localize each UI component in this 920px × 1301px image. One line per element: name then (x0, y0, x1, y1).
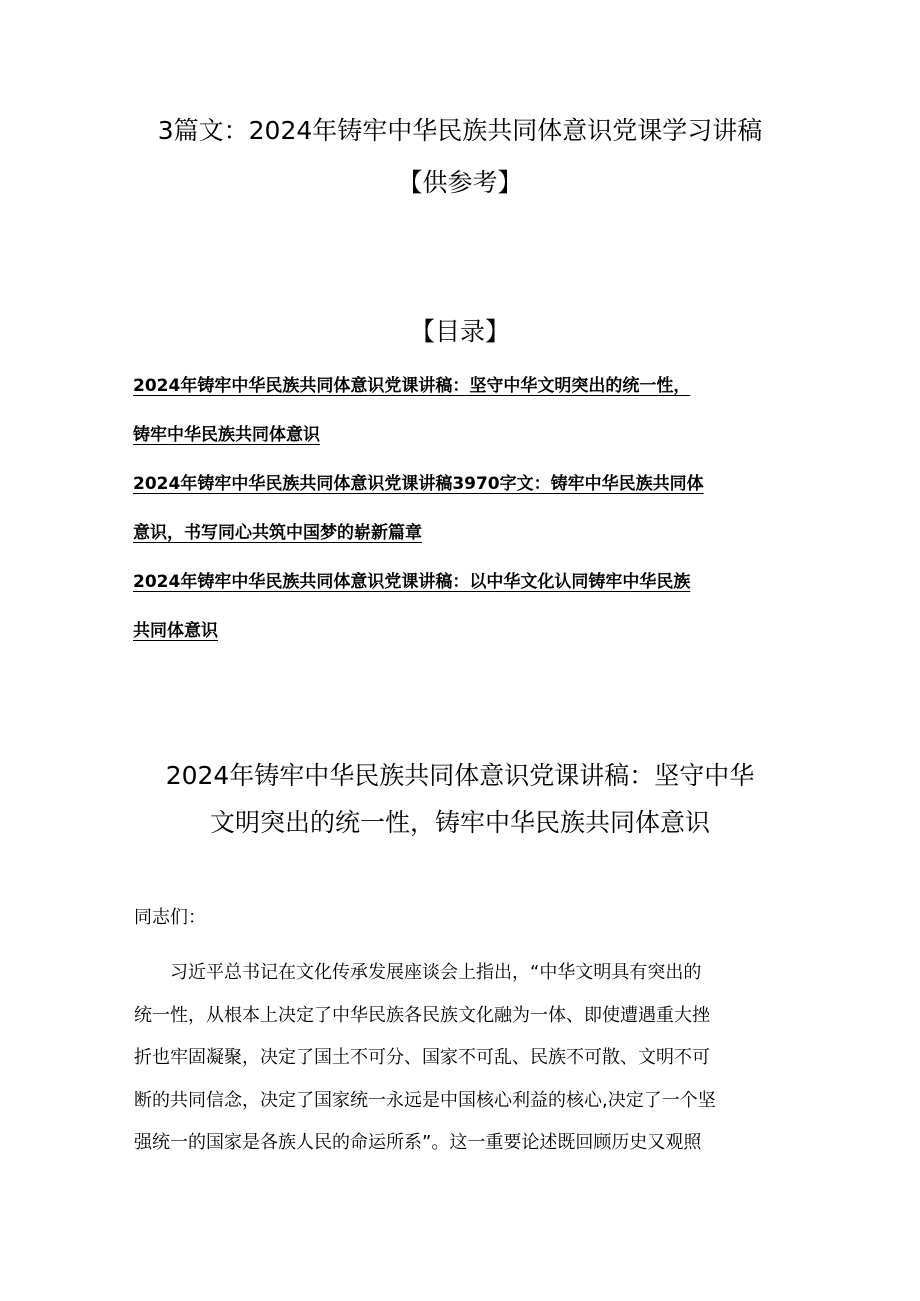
section-title-line-1: 2024年铸牢中华民族共同体意识党课讲稿：坚守中华 (165, 761, 755, 790)
paragraph-line-1: 习近平总书记在文化传承发展座谈会上指出，“中华文明具有突出的 (170, 962, 702, 983)
document-title (100, 105, 820, 209)
toc-link-1-line-1[interactable]: 2024年铸牢中华民族共同体意识党课讲稿：坚守中华文明突出的统一性， (133, 376, 691, 396)
toc-link-2-line-1[interactable]: 2024年铸牢中华民族共同体意识党课讲稿3970字文：铸牢中华民族共同体 (133, 474, 704, 494)
toc-link-2-line-2[interactable]: 意识，书写同心共筑中国梦的崭新篇章 (133, 523, 422, 543)
toc-link-3-line-2[interactable]: 共同体意识 (133, 621, 218, 641)
paragraph-line-5: 强统一的国家是各族人民的命运所系”。这一重要论述既回顾历史又观照 (134, 1132, 702, 1153)
body-paragraph (134, 952, 794, 1165)
document-title-line-1: 3篇文：2024年铸牢中华民族共同体意识党课学习讲稿 (157, 116, 763, 145)
table-of-contents (133, 362, 793, 656)
toc-link-3-line-1[interactable]: 2024年铸牢中华民族共同体意识党课讲稿：以中华文化认同铸牢中华民族 (133, 572, 691, 592)
toc-item-1 (133, 362, 793, 460)
paragraph-line-3: 折也牢固凝聚，决定了国土不可分、国家不可乱、民族不可散、文明不可 (134, 1047, 710, 1068)
toc-heading: 【目录】 (409, 317, 510, 346)
toc-item-2 (133, 460, 793, 558)
toc-link-1-line-2[interactable]: 铸牢中华民族共同体意识 (133, 425, 320, 445)
toc-item-3 (133, 558, 793, 656)
document-title-line-2: 【供参考】 (397, 168, 523, 197)
section-title (100, 752, 820, 846)
paragraph-line-2: 统一性，从根本上决定了中华民族各民族文化融为一体、即使遭遇重大挫 (134, 1004, 710, 1026)
salutation: 同志们： (134, 907, 206, 928)
paragraph-line-4: 断的共同信念，决定了国家统一永远是中国核心利益的核心,决定了一个坚 (134, 1089, 716, 1111)
section-title-line-2: 文明突出的统一性，铸牢中华民族共同体意识 (209, 808, 710, 837)
